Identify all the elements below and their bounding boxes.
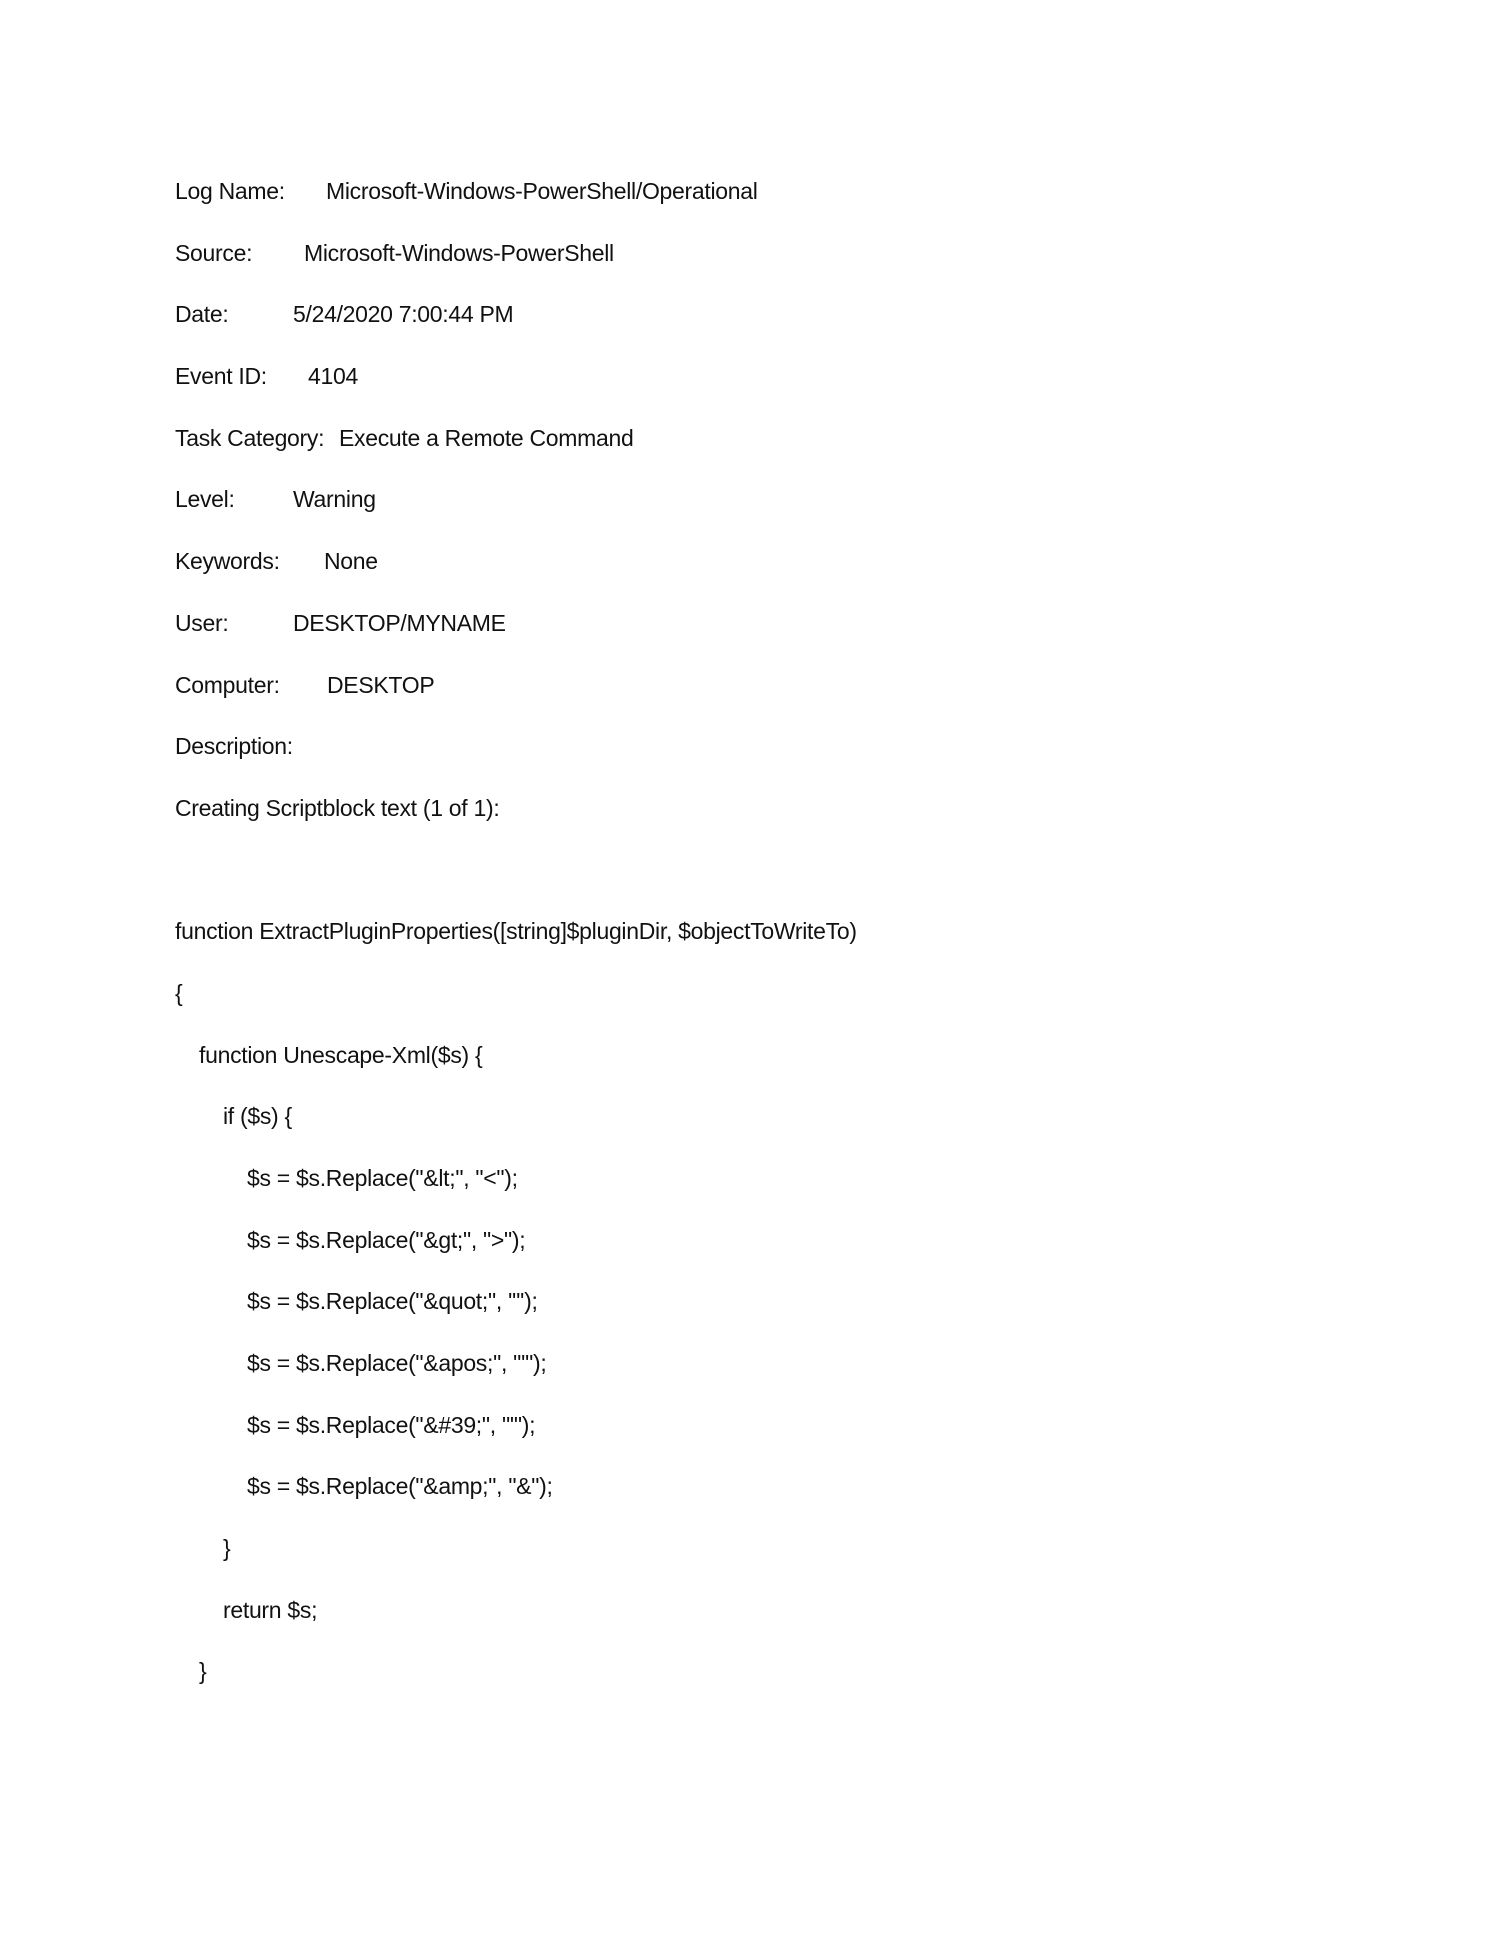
- field-value: Execute a Remote Command: [339, 425, 634, 451]
- field-label: Task Category:: [175, 425, 325, 451]
- description-label: Description:: [175, 733, 293, 759]
- field-label: Level:: [175, 486, 235, 512]
- field-event-id: [175, 360, 358, 392]
- field-value: DESKTOP: [327, 672, 435, 698]
- field-value: None: [324, 548, 378, 574]
- code-line: function ExtractPluginProperties([string]$pluginDir, $objectToWriteTo): [175, 918, 857, 944]
- field-value: Warning: [293, 486, 376, 512]
- field-date: [175, 298, 514, 330]
- code-line: $s = $s.Replace("&apos;", "'");: [247, 1350, 547, 1376]
- field-computer: [175, 669, 435, 701]
- code-line: }: [199, 1658, 207, 1684]
- code-line: $s = $s.Replace("&lt;", "<");: [247, 1165, 518, 1191]
- field-level: [175, 483, 376, 515]
- code-line: {: [175, 980, 183, 1006]
- field-label: Log Name:: [175, 178, 285, 204]
- code-line: if ($s) {: [223, 1103, 292, 1129]
- field-source: [175, 237, 614, 269]
- code-line: function Unescape-Xml($s) {: [199, 1042, 483, 1068]
- field-log-name: [175, 175, 758, 207]
- field-value: DESKTOP/MYNAME: [293, 610, 506, 636]
- code-line: return $s;: [223, 1597, 318, 1623]
- field-label: Date:: [175, 301, 229, 327]
- field-value: 4104: [308, 363, 358, 389]
- field-keywords: [175, 545, 378, 577]
- field-label: Source:: [175, 240, 253, 266]
- code-line: $s = $s.Replace("&amp;", "&");: [247, 1473, 553, 1499]
- code-line: }: [223, 1535, 231, 1561]
- field-value: 5/24/2020 7:00:44 PM: [293, 301, 514, 327]
- field-value: Microsoft-Windows-PowerShell/Operational: [326, 178, 758, 204]
- field-value: Microsoft-Windows-PowerShell: [304, 240, 614, 266]
- field-label: User:: [175, 610, 229, 636]
- field-user: [175, 607, 506, 639]
- code-line: $s = $s.Replace("&quot;", '"');: [247, 1288, 538, 1314]
- code-line: $s = $s.Replace("&#39;", "'");: [247, 1412, 536, 1438]
- field-task-category: [175, 422, 634, 454]
- scriptblock-header: Creating Scriptblock text (1 of 1):: [175, 795, 500, 821]
- field-label: Computer:: [175, 672, 280, 698]
- field-label: Event ID:: [175, 363, 267, 389]
- field-label: Keywords:: [175, 548, 280, 574]
- code-line: $s = $s.Replace("&gt;", ">");: [247, 1227, 526, 1253]
